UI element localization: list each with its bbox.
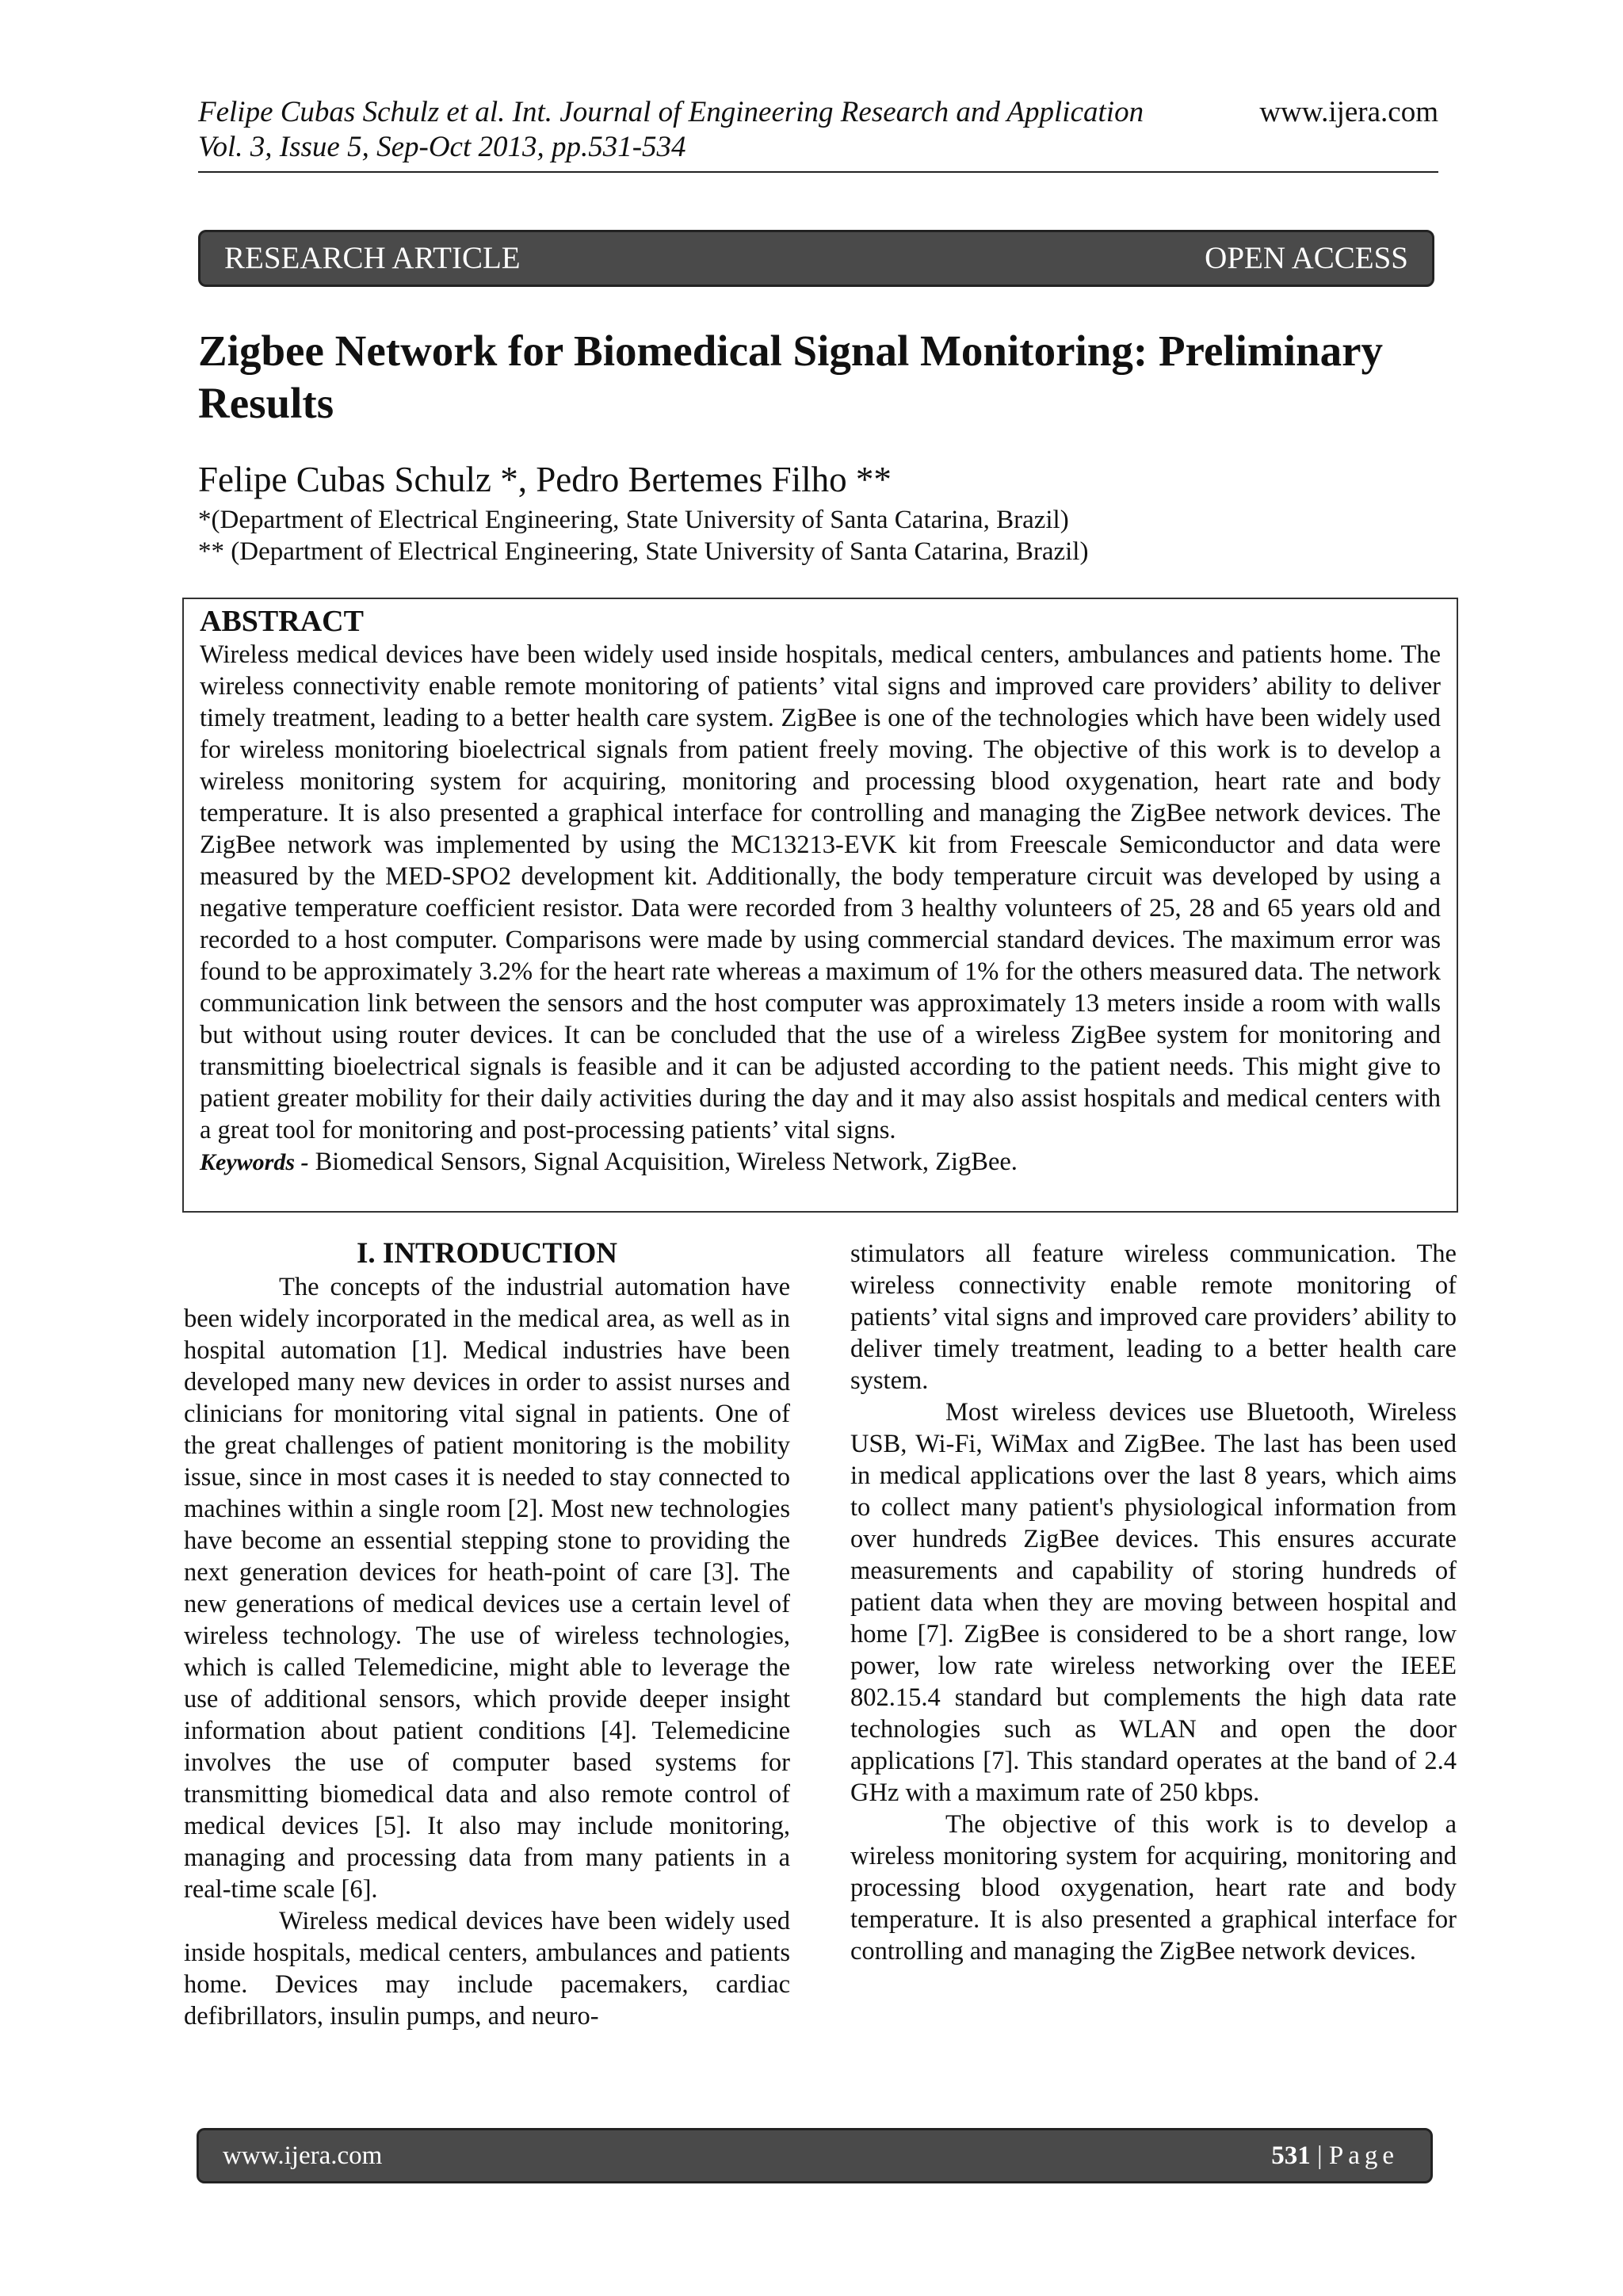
article-type-banner (198, 230, 1434, 287)
running-header (198, 95, 1438, 173)
journal-citation (198, 95, 1144, 165)
intro-paragraph-4: The objective of this work is to develop a wireless monitoring system for acquiring, monitoring and processing blood oxygenation, heart rate and body temperature. It is also presented a graphical interface for controlling and managing the ZigBee network devices. (850, 1810, 1457, 1966)
page-number: 531 (1271, 2141, 1311, 2170)
left-column (184, 1236, 790, 2032)
research-article-label: RESEARCH ARTICLE (224, 241, 521, 275)
affiliation-2: ** (Department of Electrical Engineering, State University of Santa Catarina, Brazil) (198, 537, 1089, 566)
intro-paragraph-3: Most wireless devices use Bluetooth, Wireless USB, Wi-Fi, WiMax and ZigBee. The last has been used in medical applications over the last 8 years, which aims to collect many patient's physiological information from over hundreds ZigBee devices. This ensures accurate measurements and capability of storing hundreds of patient data when they are moving between hospital and home [7]. ZigBee is considered to be a short range, low power, low rate wireless networking over the IEEE 802.15.4 standard but complements the high data rate technologies such as WLAN and open the door applications [7]. This standard operates at the band of 2.4 GHz with a maximum rate of 250 kbps. (850, 1398, 1457, 1807)
paper-title: Zigbee Network for Biomedical Signal Monitoring: Preliminary Results (198, 327, 1384, 427)
header-website-link[interactable]: www.ijera.com (1259, 96, 1438, 128)
keywords-line (200, 1146, 1441, 1179)
affiliation-1: *(Department of Electrical Engineering, State University of Santa Catarina, Brazil) (198, 506, 1069, 534)
page-indicator (1271, 2130, 1399, 2181)
abstract-text: Wireless medical devices have been widely used inside hospitals, medical centers, ambulances and patients home. The wireless connectivity enable remote monitoring of patients’ vital signs and improved care providers’ ability to deliver timely treatment, leading to a better health care system. ZigBee is one of the technologies which have been widely used for wireless monitoring bioelectrical signals from patient freely moving. The objective of this work is to develop a wireless monitoring system for acquiring, monitoring and processing blood oxygenation, heart rate and body temperature. It is also presented a graphical interface for controlling and managing the ZigBee network devices. The ZigBee network was implemented by using the MC13213-EVK kit from Freescale Semiconductor and data were measured by the MED-SPO2 development kit. Additionally, the body temperature circuit was developed by using a negative temperature coefficient resistor. Data were recorded from 3 healthy volunteers of 25, 28 and 65 years old and recorded to a host computer. Comparisons were made by using commercial standard devices. The maximum error was found to be approximately 3.2% for the heart rate whereas a maximum of 1% for the others measured data. The network communication link between the sensors and the host computer was approximately 13 meters inside a room with walls but without using router devices. It can be concluded that the use of a wireless ZigBee system for monitoring and transmitting bioelectrical signals is feasible and it can be adjusted according to the patient needs. This might give to patient greater mobility for their daily activities during the day and it may also assist hospitals and medical centers with a great tool for monitoring and post-processing patients’ vital signs. (200, 640, 1441, 1144)
right-column (850, 1238, 1457, 1967)
intro-paragraph-1: The concepts of the industrial automation have been widely incorporated in the medical area, as well as in hospital automation [1]. Medical industries have been developed many new devices in order to assist nurses and clinicians for monitoring vital signal in patients. One of the great challenges of patient monitoring is the mobility issue, since in most cases it is needed to stay connected to machines within a single room [2]. Most new technologies have become an essential stepping stone to providing the next generation devices for heath-point of care [3]. The new generations of medical devices use a certain level of wireless technology. The use of wireless technologies, which is called Telemedicine, might able to leverage the use of additional sensors, which provide deeper insight information about patient conditions [4]. Telemedicine involves the use of computer based systems for transmitting biomedical data and also remote control of medical devices [5]. It also may include monitoring, managing and processing data from many patients in a real-time scale [6]. (184, 1273, 790, 1904)
page-separator: | (1310, 2141, 1329, 2170)
page-label: Page (1328, 2141, 1399, 2170)
author-list: Felipe Cubas Schulz *, Pedro Bertemes Filho ** (198, 460, 892, 499)
page-footer (197, 2128, 1433, 2183)
open-access-label: OPEN ACCESS (1205, 241, 1408, 275)
abstract-heading: ABSTRACT (200, 605, 364, 638)
keywords-label: Keywords - (200, 1149, 309, 1175)
intro-paragraph-2: Wireless medical devices have been widely used inside hospitals, medical centers, ambulances and patients home. Devices may include pacemakers, cardiac defibrillators, insulin pumps, and neuro- (184, 1907, 790, 2030)
abstract-box (182, 598, 1458, 1213)
footer-website-link[interactable]: www.ijera.com (223, 2141, 383, 2170)
journal-line-1: Felipe Cubas Schulz et al. Int. Journal of Engineering Research and Application (198, 96, 1144, 128)
intro-paragraph-2-continued: stimulators all feature wireless communication. The wireless connectivity enable remote monitoring of patients’ vital signs and improved care providers’ ability to deliver timely treatment, leading to a better health care system. (850, 1240, 1457, 1395)
introduction-heading: I. INTRODUCTION (357, 1237, 617, 1270)
keywords-list: Biomedical Sensors, Signal Acquisition, Wireless Network, ZigBee. (308, 1148, 1018, 1176)
journal-line-2: Vol. 3, Issue 5, Sep-Oct 2013, pp.531-534 (198, 131, 686, 163)
